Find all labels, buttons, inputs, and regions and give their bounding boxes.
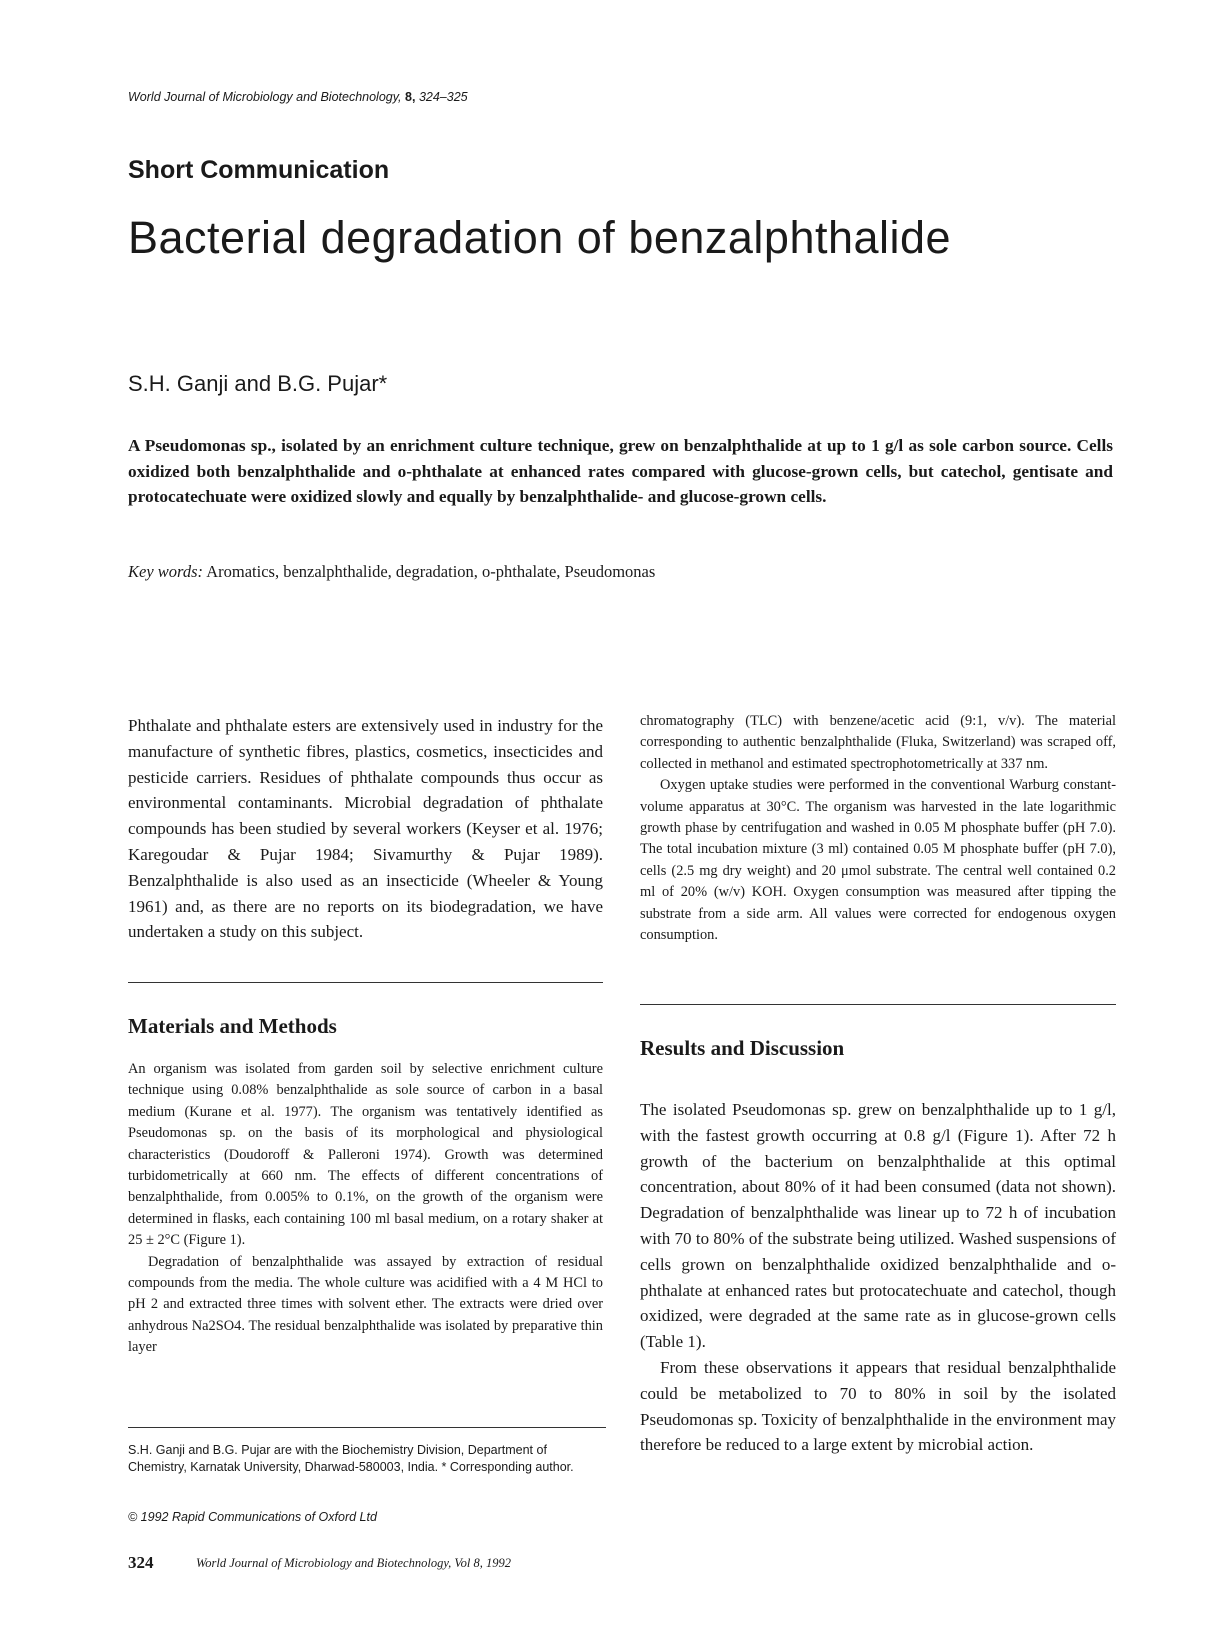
divider-rule-right [640, 1004, 1116, 1005]
copyright: © 1992 Rapid Communications of Oxford Ltd [128, 1510, 377, 1524]
results-paragraph-1: The isolated Pseudomonas sp. grew on benzalphthalide up to 1 g/l, with the fastest growth occurring at 0.8 g/l (Figure 1). After 72 h growth of the bacterium on benzalphthalide at this optimal concentration, about 80% of it had been consumed (data not shown). Degradation of benzalphthalide was linear up to 72 h of incubation with 70 to 80% of the substrate being utilized. Washed suspensions of cells grown on benzalphthalide oxidized benzalphthalide and o-phthalate at enhanced rates but protocatechuate and catechol, though oxidized, were degraded at the same rate as in glucose-grown cells (Table 1). [640, 1100, 1116, 1352]
keywords-text: Aromatics, benzalphthalide, degradation, o-phthalate, Pseudomonas [206, 562, 656, 581]
abstract: A Pseudomonas sp., isolated by an enrichment culture technique, grew on benzalphthalide at up to 1 g/l as sole carbon source. Cells oxidized both benzalphthalide and o-phthalate at enhanced rates compared with glucose-grown cells, but catechol, gentisate and protocatechuate were oxidized slowly and equally by benzalphthalide- and glucose-grown cells. [128, 436, 1113, 506]
methods-paragraph-3: chromatography (TLC) with benzene/acetic acid (9:1, v/v). The material corresponding to authentic benzalphthalide (Fluka, Switzerland) was scraped off, collected in methanol and estimated spectrophotometrically at 337 nm. [640, 713, 1116, 772]
article-title: Bacterial degradation of benzalphthalide [128, 212, 952, 263]
running-head-volume: 8, [405, 90, 416, 104]
keywords [128, 562, 655, 582]
keywords-label: Key words: [128, 562, 204, 581]
footnote: S.H. Ganji and B.G. Pujar are with the Biochemistry Division, Department of Chemistry, Karnatak University, Dharwad-580003, India. * Corresponding author. [128, 1443, 574, 1474]
page-number: 324 [128, 1553, 154, 1572]
section-label: Short Communication [128, 156, 390, 184]
methods-paragraph-4: Oxygen uptake studies were performed in the conventional Warburg constant-volume apparatus at 30°C. The organism was harvested in the late logarithmic growth phase by centrifugation and washed in 0.05 M phosphate buffer (pH 7.0). The total incubation mixture (3 ml) contained 0.05 M phosphate buffer (pH 7.0), cells (2.5 mg dry weight) and 20 μmol substrate. The central well contained 0.2 ml of 20% (w/v) KOH. Oxygen consumption was measured after tipping the substrate from a side arm. All values were corrected for endogenous oxygen consumption. [640, 777, 1116, 944]
methods-continued [640, 711, 1116, 946]
methods-text [128, 1059, 603, 1359]
results-text [640, 1097, 1116, 1458]
methods-paragraph-2: Degradation of benzalphthalide was assayed by extraction of residual compounds from the media. The whole culture was acidified with a 4 M HCl to pH 2 and extracted three times with solvent ether. The extracts were dried over anhydrous Na2SO4. The residual benzalphthalide was isolated by preparative thin layer [128, 1253, 603, 1356]
footer-journal: World Journal of Microbiology and Biotechnology, Vol 8, 1992 [196, 1556, 512, 1570]
running-head-pages: 324–325 [418, 90, 468, 104]
intro-paragraph: Phthalate and phthalate esters are extensively used in industry for the manufacture of synthetic fibres, plastics, cosmetics, insecticides and pesticide carriers. Residues of phthalate compounds thus occur as environmental contaminants. Microbial degradation of phthalate compounds has been studied by several workers (Keyser et al. 1976; Karegoudar & Pujar 1984; Sivamurthy & Pujar 1989). Benzalphthalide is also used as an insecticide (Wheeler & Young 1961) and, as there are no reports on its biodegradation, we have undertaken a study on this subject. [128, 716, 603, 942]
footnote-rule [128, 1427, 606, 1428]
running-head-journal: World Journal of Microbiology and Biotechnology, [128, 90, 402, 104]
results-heading: Results and Discussion [640, 1036, 845, 1060]
methods-paragraph-1: An organism was isolated from garden soil by selective enrichment culture technique using 0.08% benzalphthalide as sole source of carbon in a basal medium (Kurane et al. 1977). The organism was tentatively identified as Pseudomonas sp. on the basis of its morphological and physiological characteristics (Doudoroff & Palleroni 1974). Growth was determined turbidometrically at 660 nm. The effects of different concentrations of benzalphthalide, from 0.005% to 0.1%, on the growth of the organism were determined in flasks, each containing 100 ml basal medium, on a rotary shaker at 25 ± 2°C (Figure 1). [128, 1061, 603, 1249]
running-head [128, 90, 468, 104]
divider-rule [128, 982, 603, 983]
results-paragraph-2: From these observations it appears that residual benzalphthalide could be metabolized to 70 to 80% in soil by the isolated Pseudomonas sp. Toxicity of benzalphthalide in the environment may therefore be reduced to a large extent by microbial action. [640, 1357, 1116, 1455]
methods-heading: Materials and Methods [128, 1014, 337, 1038]
authors: S.H. Ganji and B.G. Pujar* [128, 371, 388, 396]
